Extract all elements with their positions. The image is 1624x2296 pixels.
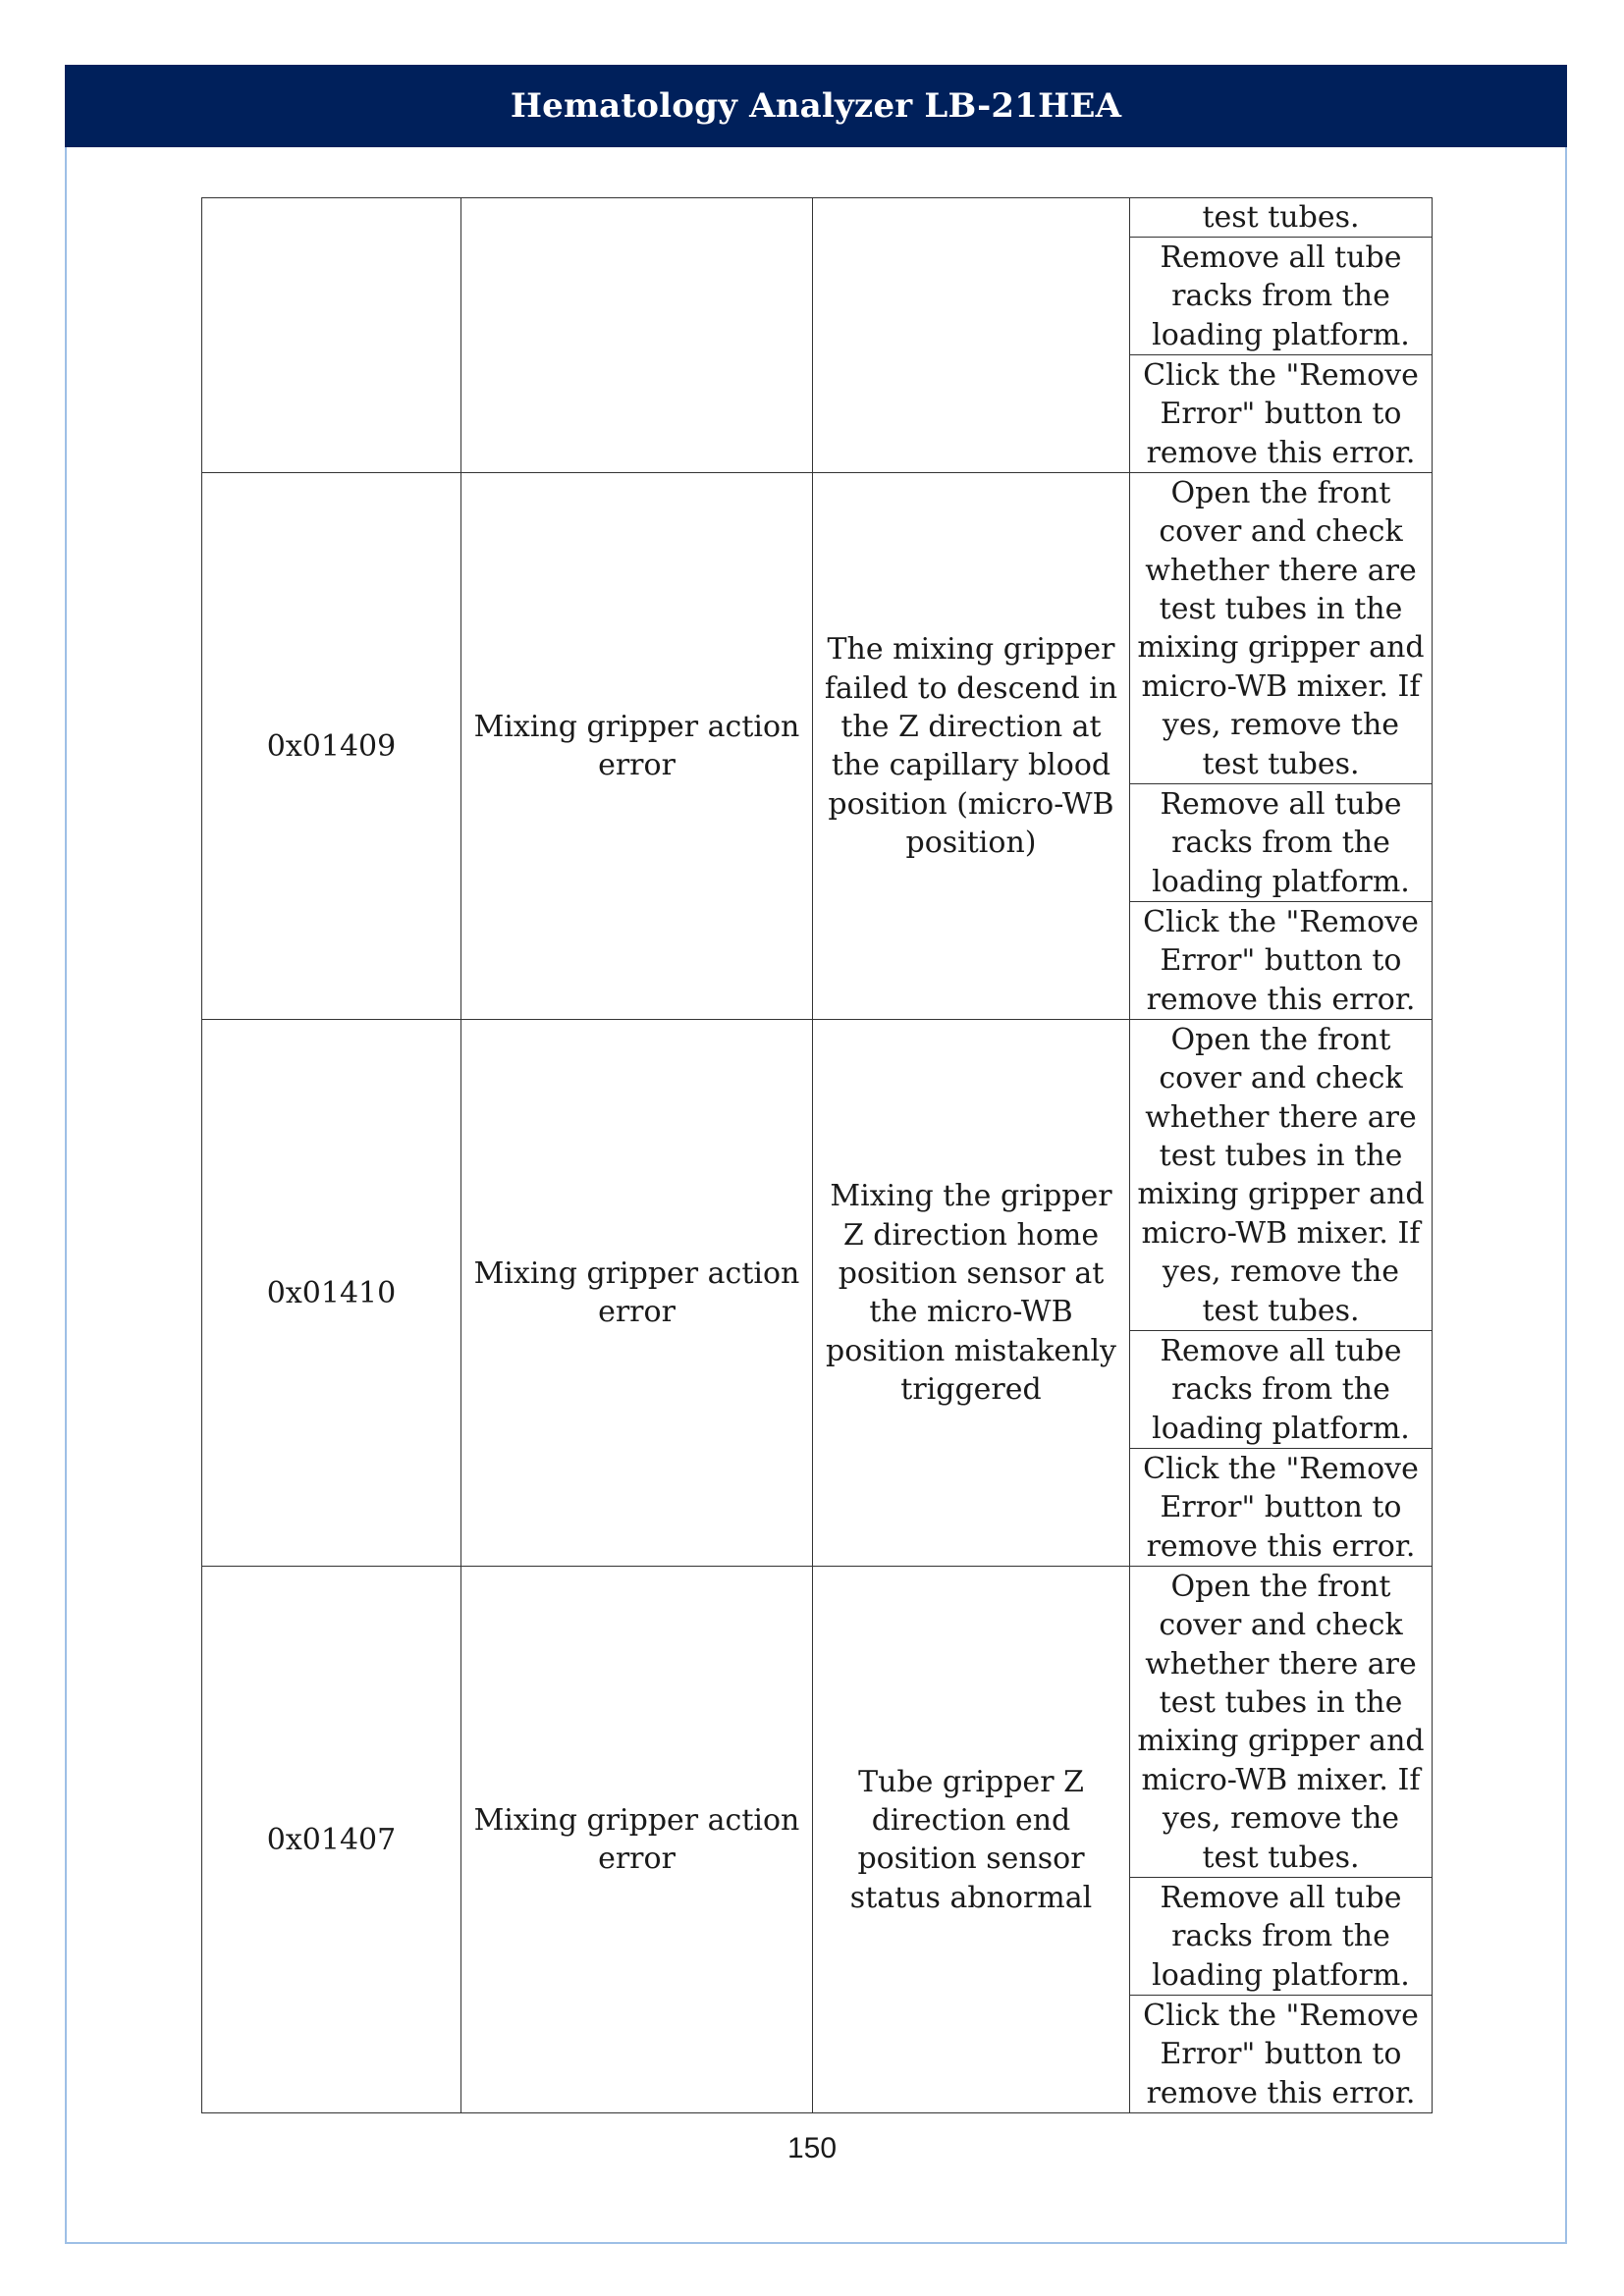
solution-step-cell: Remove all tube racks from the loading platform. xyxy=(1130,1878,1433,1996)
error-code-cell: 0x01409 xyxy=(202,473,461,1020)
table-row xyxy=(202,1567,1433,1878)
error-cause-cell: Tube gripper Z direction end position sensor status abnormal xyxy=(813,1567,1130,2113)
document-header xyxy=(65,65,1567,147)
solution-step-cell: Remove all tube racks from the loading platform. xyxy=(1130,784,1433,902)
solution-step-cell: Click the "Remove Error" button to remove this error. xyxy=(1130,1996,1433,2113)
error-name-cell: Mixing gripper action error xyxy=(461,1020,813,1567)
page-number: 150 xyxy=(786,2132,838,2164)
solution-step-cell: Open the front cover and check whether there are test tubes in the mixing gripper and micro-WB mixer. If yes, remove the test tubes. xyxy=(1130,473,1433,784)
solution-step-cell: Open the front cover and check whether there are test tubes in the mixing gripper and micro-WB mixer. If yes, remove the test tubes. xyxy=(1130,1567,1433,1878)
error-code-table xyxy=(201,197,1433,2113)
table-row xyxy=(202,198,1433,238)
error-name-cell: Mixing gripper action error xyxy=(461,473,813,1020)
solution-step-cell: Click the "Remove Error" button to remove this error. xyxy=(1130,355,1433,473)
error-name-cell xyxy=(461,198,813,473)
error-code-cell: 0x01410 xyxy=(202,1020,461,1567)
error-code-cell xyxy=(202,198,461,473)
error-cause-cell: The mixing gripper failed to descend in the Z direction at the capillary blood position (micro-WB position) xyxy=(813,473,1130,1020)
table-row xyxy=(202,1020,1433,1331)
solution-step-cell: Remove all tube racks from the loading platform. xyxy=(1130,1331,1433,1449)
error-name-cell: Mixing gripper action error xyxy=(461,1567,813,2113)
solution-step-cell: Click the "Remove Error" button to remove this error. xyxy=(1130,902,1433,1020)
solution-step-cell: Click the "Remove Error" button to remove this error. xyxy=(1130,1449,1433,1567)
solution-step-cell: test tubes. xyxy=(1130,198,1433,238)
error-code-cell: 0x01407 xyxy=(202,1567,461,2113)
error-cause-cell xyxy=(813,198,1130,473)
table-row xyxy=(202,473,1433,784)
solution-step-cell: Open the front cover and check whether there are test tubes in the mixing gripper and micro-WB mixer. If yes, remove the test tubes. xyxy=(1130,1020,1433,1331)
document-title: Hematology Analyzer LB-21HEA xyxy=(510,86,1122,126)
error-cause-cell: Mixing the gripper Z direction home position sensor at the micro-WB position mistakenly triggered xyxy=(813,1020,1130,1567)
solution-step-cell: Remove all tube racks from the loading platform. xyxy=(1130,238,1433,355)
